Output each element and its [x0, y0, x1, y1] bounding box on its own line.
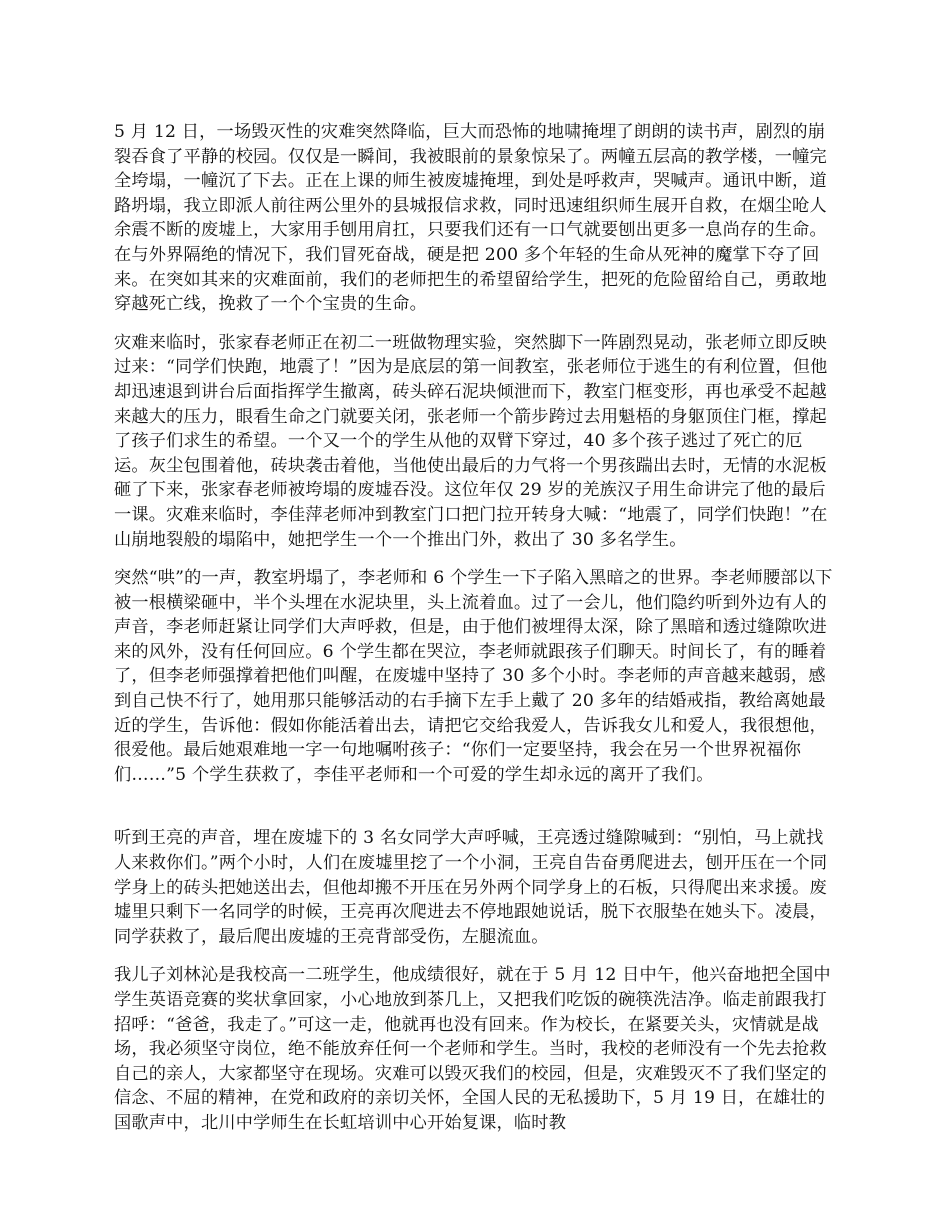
paragraph-teacher-li: 突然“哄”的一声，教室坍塌了，李老师和 6 个学生一下子陷入黑暗之的世界。李老师腰部以下被一根横梁砸中，半个头埋在水泥块里，头上流着血。过了一会儿，他们隐约听到外边有人的声音，李老师赶紧让同学们大声呼救，但是，由于他们被埋得太深，除了黑暗和透过缝隙吹进来的风外，没有任何回应。6 个学生都在哭泣，李老师就跟孩子们聊天。时间长了，有的睡着了，但李老师强撑着把他们叫醒，在废墟中坚持了 30 多个小时。李老师的声音越来越弱，感到自己快不行了，她用那只能够活动的右手摘下左手上戴了 20 多年的结婚戒指，教给离她最近的学生，告诉他：假如你能活着出去，请把它交给我爱人，告诉我女儿和爱人，我很想他，很爱他。最后她艰难地一字一句地嘱咐孩子：“你们一定要坚持，我会在另一个世界祝福你们……”5 个学生获救了，李佳平老师和一个可爱的学生却永远的离开了我们。: [114, 568, 833, 785]
paragraph-student-wang: 听到王亮的声音，埋在废墟下的 3 名女同学大声呼喊，王亮透过缝隙喊到：“别怕，马上就找人来救你们。”两个小时，人们在废墟里挖了一个小洞，王亮自告奋勇爬进去，刨开压在一个同学身上的砖头把她送出去，但他却搬不开压在另外两个同学身上的石板，只得爬出来求援。废墟里只剩下一名同学的时候，王亮再次爬进去不停地跟她说话，脱下衣服垫在她头下。凌晨，同学获救了，最后爬出废墟的王亮背部受伤，左腿流血。: [114, 828, 828, 947]
paragraph-gap: [114, 317, 836, 331]
paragraph-gap: [114, 787, 836, 826]
paragraph-principal-son: 我儿子刘林沁是我校高一二班学生，他成绩很好，就在于 5 月 12 日中午，他兴奋地把全国中学生英语竞赛的奖状拿回家，小心地放到茶几上，又把我们吃饭的碗筷洗洁净。临走前跟我打招呼：“爸爸，我走了。”可这一走，他就再也没有回来。作为校长，在紧要关头，灾情就是战场，我必须坚守岗位，绝不能放弃任何一个老师和学生。当时，我校的老师没有一个先去抢救自己的亲人，大家都坚守在现场。灾难可以毁灭我们的校园，但是，灾难毁灭不了我们坚定的信念、不屈的精神，在党和政府的亲切关怀，全国人民的无私援助下，5 月 19 日，在雄壮的国歌声中，北川中学师生在长虹培训中心开始复课，临时教: [114, 965, 831, 1133]
paragraph-teacher-zhang: 灾难来临时，张家春老师正在初二一班做物理实验，突然脚下一阵剧烈晃动，张老师立即反映过来：“同学们快跑，地震了！”因为是底层的第一间教室，张老师位于逃生的有利位置，但他却迅速退到讲台后面指挥学生撤离，砖头碎石泥块倾泄而下，教室门框变形，再也承受不起越来越大的压力，眼看生命之门就要关闭，张老师一个箭步跨过去用魁梧的身躯顶住门框，撑起了孩子们求生的希望。一个又一个的学生从他的双臂下穿过，40 多个孩子逃过了死亡的厄运。灰尘包围着他，砖块袭击着他，当他使出最后的力气将一个男孩踹出去时，无情的水泥板砸了下来，张家春老师被垮塌的废墟吞没。这位年仅 29 岁的羌族汉子用生命讲完了他的最后一课。灾难来临时，李佳萍老师冲到教室门口把门拉开转身大喊：“地震了，同学们快跑！”在山崩地裂般的塌陷中，她把学生一个一个推出门外，救出了 30 多名学生。: [114, 332, 828, 550]
document-page: [114, 120, 836, 1136]
paragraph-gap: [114, 949, 836, 963]
paragraph-earthquake-intro: 5 月 12 日，一场毁灭性的灾难突然降临，巨大而恐怖的地啸掩埋了朗朗的读书声，剧烈的崩裂吞食了平静的校园。仅仅是一瞬间，我被眼前的景象惊呆了。两幢五层高的教学楼，一幢完全垮塌，一幢沉了下去。正在上课的师生被废墟掩埋，到处是呼救声，哭喊声。通讯中断，道路坍塌，我立即派人前往两公里外的县城报信求救，同时迅速组织师生展开自救，在烟尘呛人余震不断的废墟上，大家用手刨用肩扛，只要我们还有一口气就要刨出更多一息尚存的生命。在与外界隔绝的情况下，我们冒死奋战，硬是把 200 多个年轻的生命从死神的魔掌下夺了回来。在突如其来的灾难面前，我们的老师把生的希望留给学生，把死的危险留给自己，勇敢地穿越死亡线，挽救了一个个宝贵的生命。: [114, 122, 827, 315]
paragraph-gap: [114, 552, 836, 566]
